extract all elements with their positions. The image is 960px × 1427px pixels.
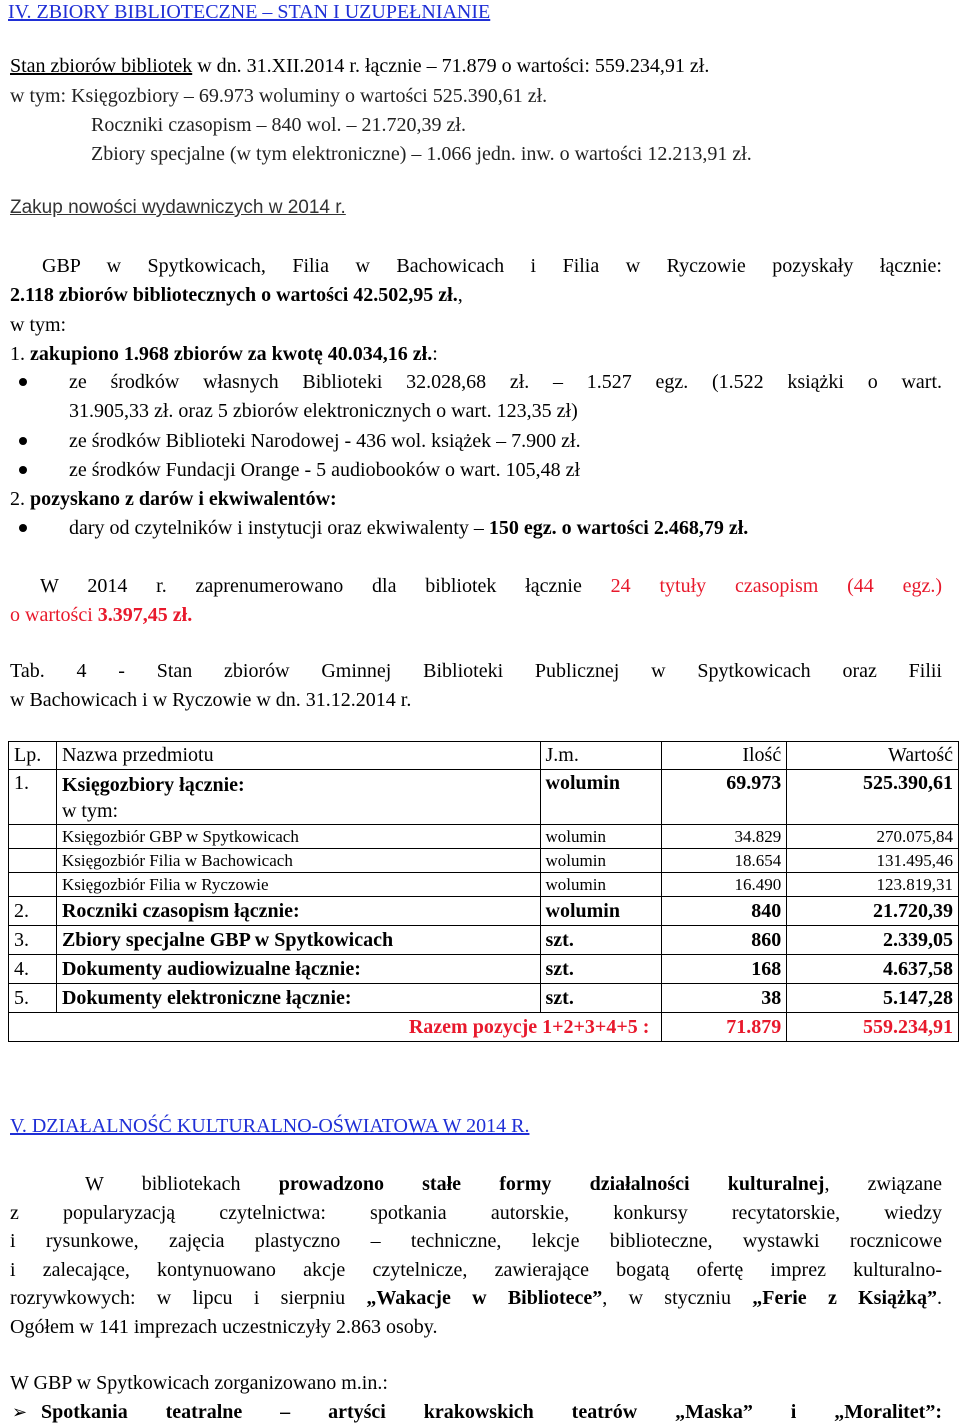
purchase-heading: Zakup nowości wydawniczych w 2014 r. [10, 197, 346, 218]
subscription-value: 3.397,45 zł. [97, 604, 193, 626]
culture-line-6: Ogółem w 141 imprezach uczestniczyły 2.863 osoby. [10, 1316, 438, 1338]
section-v-heading: V. DZIAŁALNOŚĆ KULTURALNO-OŚWIATOWA W 2014 R. [10, 1115, 530, 1137]
row-value: 2.339,05 [787, 926, 959, 955]
collection-special-line: Zbiory specjalne (w tym elektroniczne) – 1.066 jedn. inw. o wartości 12.213,91 zł. [91, 143, 752, 165]
donations-text: dary od czytelników i instytucji oraz ekwiwalenty – [69, 517, 489, 539]
bullet-icon [19, 466, 27, 474]
table-row [9, 897, 959, 926]
culture-line-5-c: , w styczniu [602, 1287, 753, 1309]
bullet-donations [69, 516, 748, 540]
collection-periodicals-line: Roczniki czasopism – 840 wol. – 21.720,39 zł. [91, 114, 466, 136]
total-lp [9, 1013, 57, 1042]
subrow-name: Księgozbiór Filia w Bachowicach [56, 849, 540, 873]
row-name-label: Księgozbiory łącznie: [61, 774, 245, 796]
item-2-text: pozyskano z darów i ekwiwalentów: [30, 488, 337, 510]
culture-line-1 [85, 1172, 942, 1196]
collections-table [8, 741, 960, 1042]
table-subrow [9, 849, 959, 873]
culture-line-1-c: , związane [824, 1173, 943, 1195]
subscription-value-label: o wartości [10, 604, 98, 626]
list-number: 2. [10, 488, 30, 510]
row-name: Roczniki czasopism łącznie: [56, 897, 540, 926]
row-value: 21.720,39 [787, 897, 959, 926]
row-lp: 1. [9, 770, 57, 825]
row-unit: wolumin [540, 897, 662, 926]
list-number: 1. [10, 343, 30, 365]
row-lp: 4. [9, 955, 57, 984]
row-unit: wolumin [540, 770, 662, 825]
bullet-own-funds-line-1: ze środków własnych Biblioteki 32.028,68 zł. – 1.527 egz. (1.522 książki o wart. [69, 371, 942, 393]
row-qty: 840 [662, 897, 787, 926]
table-header-row [9, 742, 959, 770]
acquisition-line-2 [10, 283, 463, 307]
table-row [9, 926, 959, 955]
header-lp: Lp. [9, 742, 57, 770]
collection-state-line [10, 54, 709, 78]
subrow-qty: 34.829 [662, 825, 787, 849]
subrow-lp [9, 825, 57, 849]
table-row [9, 984, 959, 1013]
subrow-unit: wolumin [540, 873, 662, 897]
row-qty: 168 [662, 955, 787, 984]
subrow-value: 270.075,84 [787, 825, 959, 849]
table-caption-line-2: w Bachowicach i w Ryczowie w dn. 31.12.2014 r. [10, 689, 412, 711]
subscription-line-2 [10, 603, 192, 627]
header-name: Nazwa przedmiotu [56, 742, 540, 770]
table-caption-line-1: Tab. 4 - Stan zbiorów Gminnej Biblioteki Publicznej w Spytkowicach oraz Filii [10, 660, 942, 682]
collection-state-link[interactable]: Stan zbiorów bibliotek [10, 55, 193, 77]
bullet-icon [19, 524, 27, 532]
culture-summer-event: „Wakacje w Bibliotece” [366, 1287, 603, 1309]
acquisition-wtym: w tym: [10, 314, 67, 336]
subrow-qty: 18.654 [662, 849, 787, 873]
table-row [9, 955, 959, 984]
subrow-value: 131.495,46 [787, 849, 959, 873]
subrow-lp [9, 849, 57, 873]
row-lp: 3. [9, 926, 57, 955]
total-label: Razem pozycje 1+2+3+4+5 : [56, 1013, 661, 1042]
culture-line-5-e: . [937, 1287, 943, 1309]
row-name [56, 770, 540, 825]
culture-line-1-bold: prowadzono stałe formy działalności kulturalnej [278, 1173, 825, 1195]
subscription-line-1 [40, 574, 942, 598]
theatre-meetings-item: Spotkania teatralne – artyści krakowskich teatrów „Maska” i „Moralitet”: [41, 1401, 942, 1423]
bullet-own-funds-line-2: 31.905,33 zł. oraz 5 zbiorów elektronicznych o wart. 123,35 zł) [69, 400, 578, 422]
header-unit: J.m. [540, 742, 662, 770]
subrow-unit: wolumin [540, 849, 662, 873]
item-1-text: zakupiono 1.968 zbiorów za kwotę 40.034,16 zł. [30, 343, 433, 365]
subrow-unit: wolumin [540, 825, 662, 849]
culture-line-4: i zalecające, kontynuowano akcje czytelnicze, zawierające bogatą ofertę imprez kulturalno- [10, 1259, 942, 1281]
row-name: Dokumenty audiowizualne łącznie: [56, 955, 540, 984]
collection-books-line: w tym: Księgozbiory – 69.973 woluminy o wartości 525.390,61 zł. [10, 85, 548, 107]
row-unit: szt. [540, 926, 662, 955]
bullet-icon [19, 378, 27, 386]
acquisition-comma: , [457, 284, 463, 306]
culture-line-2: z popularyzacją czytelnictwa: spotkania autorskie, konkursy recytatorskie, wiedzy [10, 1202, 942, 1224]
bullet-national-library: ze środków Biblioteki Narodowej - 436 wol. książek – 7.900 zł. [69, 430, 581, 452]
total-qty: 71.879 [662, 1013, 787, 1042]
culture-winter-event: „Ferie z Książką” [752, 1287, 938, 1309]
subrow-name: Księgozbiór GBP w Spytkowicach [56, 825, 540, 849]
row-lp: 2. [9, 897, 57, 926]
row-qty: 860 [662, 926, 787, 955]
row-unit: szt. [540, 955, 662, 984]
row-qty: 69.973 [662, 770, 787, 825]
table-row [9, 770, 959, 825]
header-qty: Ilość [662, 742, 787, 770]
subrow-lp [9, 873, 57, 897]
table-total-row [9, 1013, 959, 1042]
culture-line-3: i rysunkowe, zajęcia plastyczno – techniczne, lekcje biblioteczne, wystawki rocznicowe [10, 1230, 942, 1252]
row-unit: szt. [540, 984, 662, 1013]
row-name: Dokumenty elektroniczne łącznie: [56, 984, 540, 1013]
item-1-colon: : [432, 343, 438, 365]
gbp-organized-line: W GBP w Spytkowicach zorganizowano m.in.: [10, 1372, 388, 1394]
acquisition-total: 2.118 zbiorów bibliotecznych o wartości 42.502,95 zł. [10, 284, 458, 306]
row-value: 525.390,61 [787, 770, 959, 825]
culture-line-5-a: rozrywkowych: w lipcu i sierpniu [10, 1287, 367, 1309]
subscription-line-1-inner [40, 574, 942, 598]
subrow-value: 123.819,31 [787, 873, 959, 897]
row-qty: 38 [662, 984, 787, 1013]
header-value: Wartość [787, 742, 959, 770]
table-subrow [9, 825, 959, 849]
arrow-bullet-icon: ➢ [12, 1402, 28, 1422]
acquisition-line-1: GBP w Spytkowicach, Filia w Bachowicach i Filia w Ryczowie pozyskały łącznie: [42, 255, 942, 277]
subscription-text: W 2014 r. zaprenumerowano dla bibliotek łącznie [40, 575, 611, 597]
subrow-qty: 16.490 [662, 873, 787, 897]
section-iv-heading: IV. ZBIORY BIBLIOTECZNE – STAN I UZUPEŁNIANIE [8, 1, 491, 23]
row-note: w tym: [61, 800, 119, 822]
acquisition-item-1 [10, 342, 438, 366]
bullet-icon [19, 437, 27, 445]
bullet-orange-foundation: ze środków Fundacji Orange - 5 audiobooków o wart. 105,48 zł [69, 459, 580, 481]
acquisition-item-2 [10, 487, 337, 511]
subrow-name: Księgozbiór Filia w Ryczowie [56, 873, 540, 897]
donations-value: 150 egz. o wartości 2.468,79 zł. [488, 517, 749, 539]
row-lp: 5. [9, 984, 57, 1013]
culture-line-1-a: W bibliotekach [85, 1173, 279, 1195]
row-value: 5.147,28 [787, 984, 959, 1013]
row-name: Zbiory specjalne GBP w Spytkowicach [56, 926, 540, 955]
subscription-count: 24 tytuły czasopism (44 egz.) [610, 575, 942, 597]
culture-line-5 [10, 1286, 942, 1310]
table-subrow [9, 873, 959, 897]
row-value: 4.637,58 [787, 955, 959, 984]
total-value: 559.234,91 [787, 1013, 959, 1042]
collection-state-text: w dn. 31.XII.2014 r. łącznie – 71.879 o wartości: 559.234,91 zł. [192, 55, 710, 77]
